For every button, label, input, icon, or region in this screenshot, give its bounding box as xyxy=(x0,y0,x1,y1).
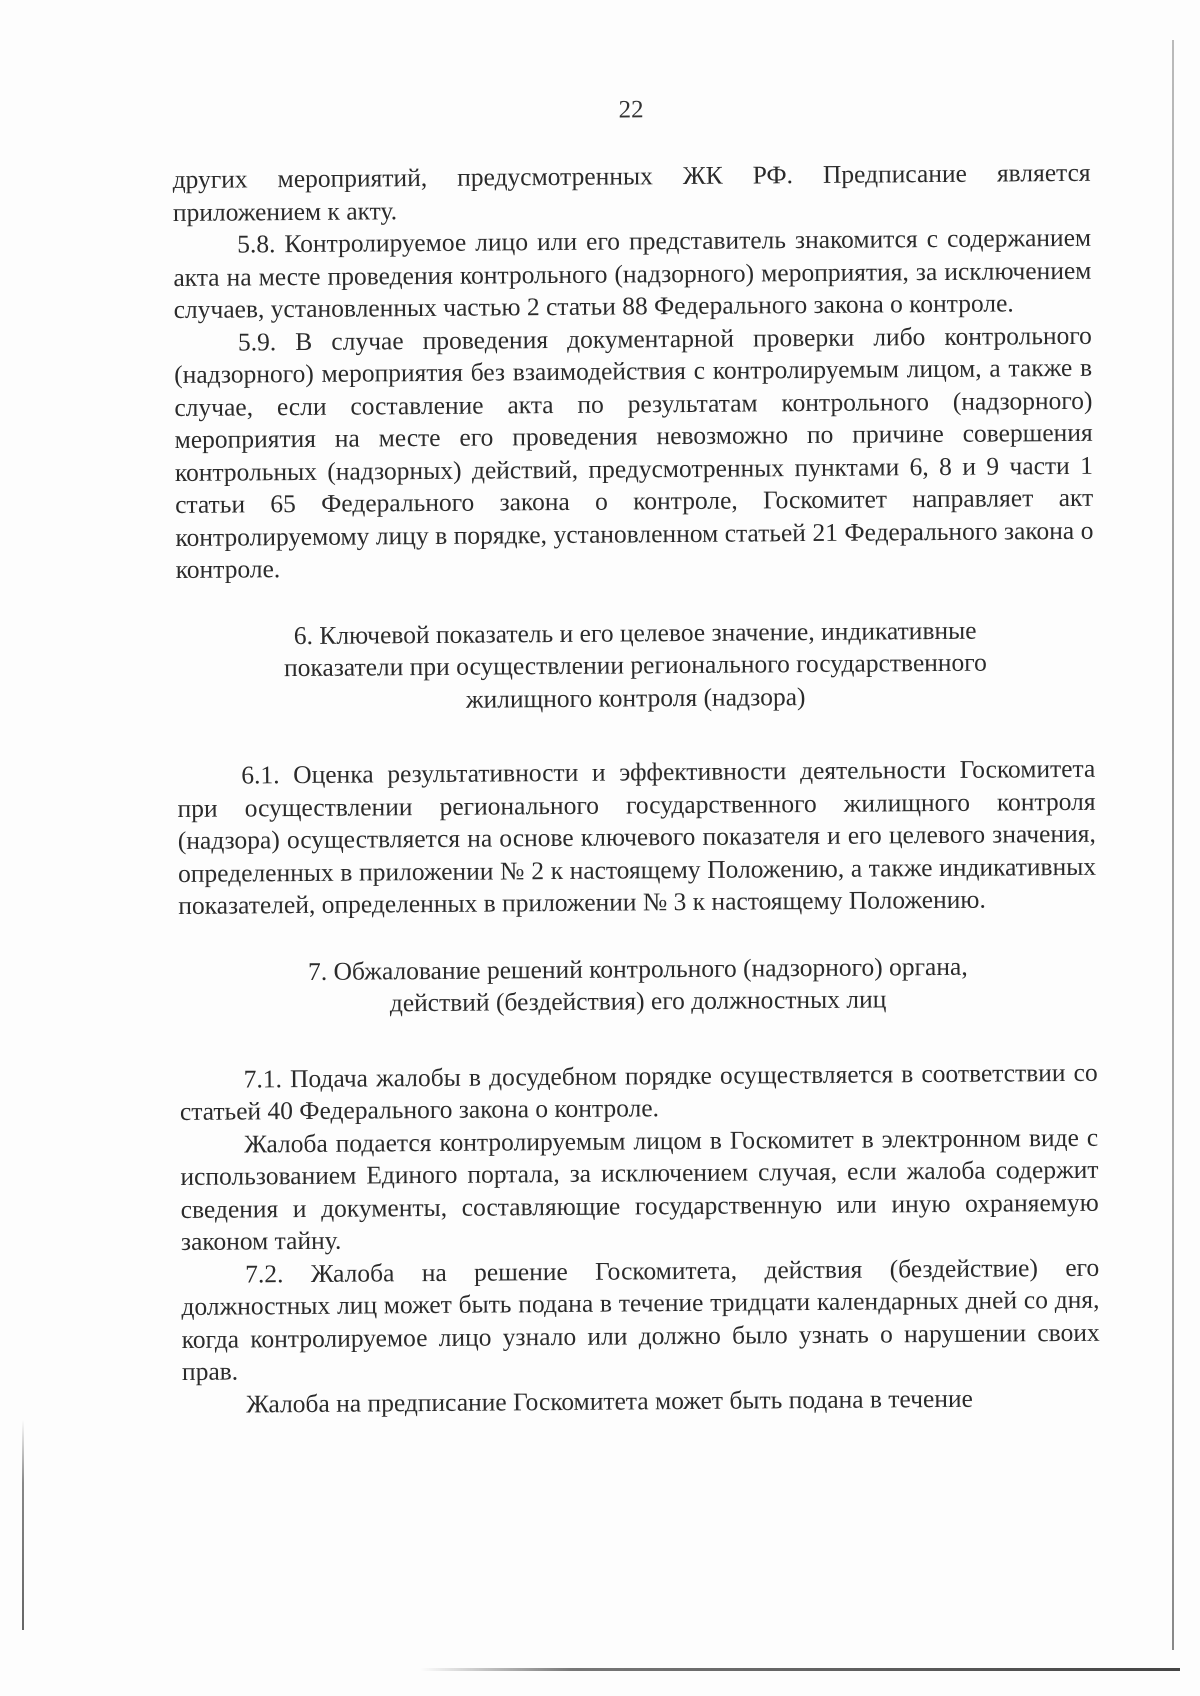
paragraph-7-1: 7.1. Подача жалобы в досудебном порядке осуществляется в соответствии со статьей 40 Федерального закона о контроле. xyxy=(179,1057,1098,1126)
paragraph-7-2-prescription: Жалоба на предписание Госкомитета может быть подана в течение xyxy=(246,1383,974,1418)
paragraph-7-1-complaint: Жалоба подается контролируемым лицом в Госкомитет в электронном виде с использованием Единого портала, за исключением случая, если жалоба содержит сведения и документы, составляющие государственную или иную охраняемую законом тайну. xyxy=(180,1122,1099,1256)
section-6-heading-line: показатели при осуществлении регионального государственного xyxy=(283,647,987,683)
paragraph-7-2: 7.2. Жалоба на решение Госкомитета, действия (бездействие) его должностных лиц может быть подана в течение тридцати календарных дней со дня, когда контролируемое лицо узнало или должно было узнать о нарушении своих прав. xyxy=(181,1252,1100,1386)
paragraph-5-8: 5.8. Контролируемое лицо или его представитель знакомится с содержанием акта на месте проведения контрольного (надзорного) мероприятия, за исключением случаев, установленных частью 2 статьи 88 Федерального закона о контроле. xyxy=(173,222,1092,324)
paragraph-continuation: других мероприятий, предусмотренных ЖК РФ. Предписание является приложением к акту. xyxy=(172,157,1091,227)
document-body xyxy=(172,93,1100,1421)
section-7-heading xyxy=(179,949,1097,1021)
section-7-heading-line: действий (бездействия) его должностных лиц xyxy=(389,984,887,1018)
scan-edge-left xyxy=(22,1420,24,1630)
scan-edge-bottom xyxy=(420,1668,1180,1671)
paragraph-5-9: 5.9. В случае проведения документарной проверки либо контрольного (надзорного) мероприятия без взаимодействия с контролируемым лицом, а также в случае, если составление акта по результатам контрольного (надзорного) мероприятия на месте его проведения невозможно по причине совершения контрольных (надзорных) действий, предусмотренных пунктами 6, 8 и 9 части 1 статьи 65 Федерального закона о контроле, Госкомитет направляет акт контролируемому лицу в порядке, установленном статьей 21 Федерального закона о контроле. xyxy=(174,320,1094,584)
section-6-heading-line: жилищного контроля (надзора) xyxy=(465,681,806,714)
scan-edge-right xyxy=(1172,40,1174,1650)
section-7-heading-line: 7. Обжалование решений контрольного (надзорного) органа, xyxy=(307,951,968,986)
section-6-heading xyxy=(176,613,1095,718)
paragraph-6-1: 6.1. Оценка результативности и эффективности деятельности Госкомитета при осуществлении регионального государственного жилищного контроля (надзора) осуществляется на основе ключевого показателя и его целевого значения, определенных в приложении № 2 к настоящему Положению, а также индикативных показателей, определенных в приложении № 3 к настоящему Положению. xyxy=(177,753,1097,920)
page-number: 22 xyxy=(618,96,644,124)
section-6-heading-line: 6. Ключевой показатель и его целевое значение, индикативные xyxy=(293,615,977,650)
